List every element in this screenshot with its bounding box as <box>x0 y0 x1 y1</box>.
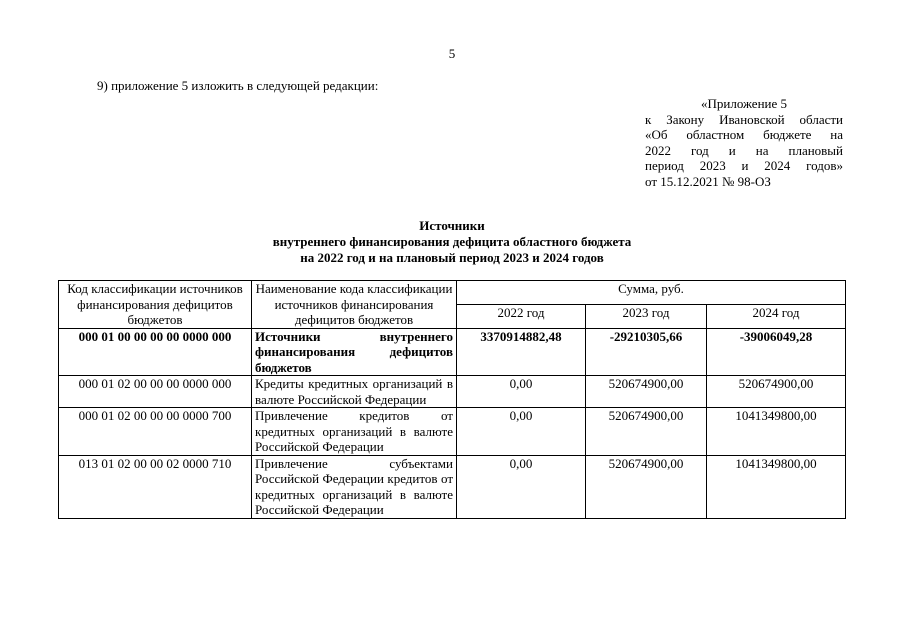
row-name: Привлечение субъектами Российской Федерации кредитов от кредитных организаций в валюте Российской Федерации <box>252 455 457 518</box>
table-row <box>59 328 846 376</box>
header-year-2022: 2022 год <box>457 304 586 328</box>
row-name: Привлечение кредитов от кредитных организаций в валюте Российской Федерации <box>252 408 457 456</box>
intro-text: 9) приложение 5 изложить в следующей редакции: <box>97 78 379 93</box>
row-code: 000 01 00 00 00 00 0000 000 <box>59 328 252 376</box>
header-year-2024: 2024 год <box>707 304 846 328</box>
appendix-ref-line-6: от 15.12.2021 № 98-ОЗ <box>645 173 771 189</box>
sources-table <box>58 280 846 519</box>
header-sum: Сумма, руб. <box>457 281 846 305</box>
row-value-2023: -29210305,66 <box>586 328 707 376</box>
table-row <box>59 376 846 408</box>
row-value-2023: 520674900,00 <box>586 408 707 456</box>
table-row <box>59 408 846 456</box>
row-value-2024: 1041349800,00 <box>707 408 846 456</box>
row-value-2023: 520674900,00 <box>586 376 707 408</box>
row-code: 013 01 02 00 00 02 0000 710 <box>59 455 252 518</box>
row-name: Кредиты кредитных организаций в валюте Российской Федерации <box>252 376 457 408</box>
heading-line-1: Источники <box>419 218 485 233</box>
row-code: 000 01 02 00 00 00 0000 000 <box>59 376 252 408</box>
appendix-reference <box>645 96 843 189</box>
appendix-ref-line-1: «Приложение 5 <box>700 96 788 111</box>
appendix-ref-line-2: к Закону Ивановской области <box>645 111 843 127</box>
header-code: Код классификации источников финансирования дефицитов бюджетов <box>59 281 252 329</box>
header-year-2023: 2023 год <box>586 304 707 328</box>
row-value-2023: 520674900,00 <box>586 455 707 518</box>
document-heading <box>0 218 904 266</box>
row-value-2024: 520674900,00 <box>707 376 846 408</box>
row-value-2022: 0,00 <box>457 376 586 408</box>
row-value-2024: -39006049,28 <box>707 328 846 376</box>
row-value-2022: 3370914882,48 <box>457 328 586 376</box>
page-number: 5 <box>448 46 456 61</box>
row-value-2022: 0,00 <box>457 408 586 456</box>
row-value-2024: 1041349800,00 <box>707 455 846 518</box>
table-row <box>59 455 846 518</box>
header-name: Наименование кода классификации источников финансирования дефицитов бюджетов <box>252 281 457 329</box>
row-code: 000 01 02 00 00 00 0000 700 <box>59 408 252 456</box>
row-value-2022: 0,00 <box>457 455 586 518</box>
heading-line-3: на 2022 год и на плановый период 2023 и 2024 годов <box>300 250 604 265</box>
appendix-ref-line-5: период 2023 и 2024 годов» <box>645 158 843 173</box>
appendix-ref-line-3: «Об областном бюджете на <box>645 127 843 142</box>
table-header-row <box>59 281 846 305</box>
appendix-ref-line-4: 2022 год и на плановый <box>645 142 843 158</box>
heading-line-2: внутреннего финансирования дефицита областного бюджета <box>272 234 632 249</box>
row-name: Источники внутреннего финансирования дефицитов бюджетов <box>252 328 457 376</box>
